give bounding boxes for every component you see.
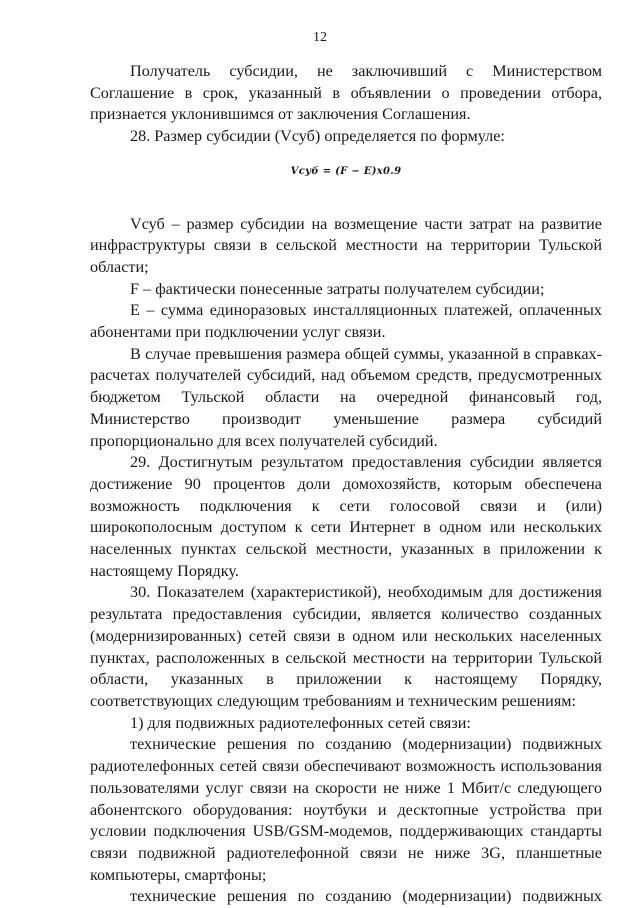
definition-f: F – фактически понесенные затраты получателем субсидии; — [130, 279, 545, 298]
paragraph-technical-solutions: технические решения по созданию (модернизации) подвижных радиотелефонных сетей связи обеспечивают возможность использования пользователями услуг связи на скорости не ниже 1 Мбит/с следующего абонентского оборудования: ноутбуки и десктопные устройства при условии подключения USB/GSM-модемов, поддерживающих стандарты связи подвижной радиотелефонной связи не ниже 3G, планшетные компьютеры, смартфоны; — [90, 735, 602, 884]
paragraph-excess: В случае превышения размера общей суммы, указанной в справках-расчетах получателей субсидий, над объемом средств, предусмотренных бюджетом Тульской области на очередной финансовый год, Министерство производит уменьшение размера субсидий пропорционально для всех получателей субсидий. — [90, 344, 602, 450]
subsidy-formula: Vсуб = (F − E)x0.9 — [290, 165, 402, 177]
list-item-mobile-networks: 1) для подвижных радиотелефонных сетей связи: — [130, 713, 471, 732]
page-number: 12 — [313, 30, 327, 45]
paragraph-28: 28. Размер субсидии (Vсуб) определяется по формуле: — [130, 127, 505, 146]
paragraph-30: 30. Показателем (характеристикой), необходимым для достижения результата предоставления субсидии, является количество созданных (модернизированных) сетей связи в одном или нескольких населенных пунктах, расположенных в сельской местности на территории Тульской области, указанных в приложении к настоящему Порядку, соответствующих следующим требованиям и техническим решениям: — [90, 583, 602, 710]
paragraph-technical-solutions-continued: технические решения по созданию (модернизации) подвижных — [130, 887, 602, 906]
document-body — [90, 61, 602, 908]
paragraph-refusal: Получатель субсидии, не заключивший с Министерством Соглашение в срок, указанный в объявлении о проведении отбора, признается уклонившимся от заключения Соглашения. — [90, 62, 602, 124]
definition-vsub: Vсуб – размер субсидии на возмещение части затрат на развитие инфраструктуры связи в сельской местности на территории Тульской области; — [90, 214, 602, 276]
paragraph-29: 29. Достигнутым результатом предоставления субсидии является достижение 90 процентов доли домохозяйств, которым обеспечена возможность подключения к сети голосовой связи и (или) широкополосным доступом к сети Интернет в одном или нескольких населенных пунктах сельской местности, указанных в приложении к настоящему Порядку. — [90, 453, 602, 580]
definition-e: E – сумма единоразовых инсталляционных платежей, оплаченных абонентами при подключении услуг связи. — [90, 301, 602, 342]
